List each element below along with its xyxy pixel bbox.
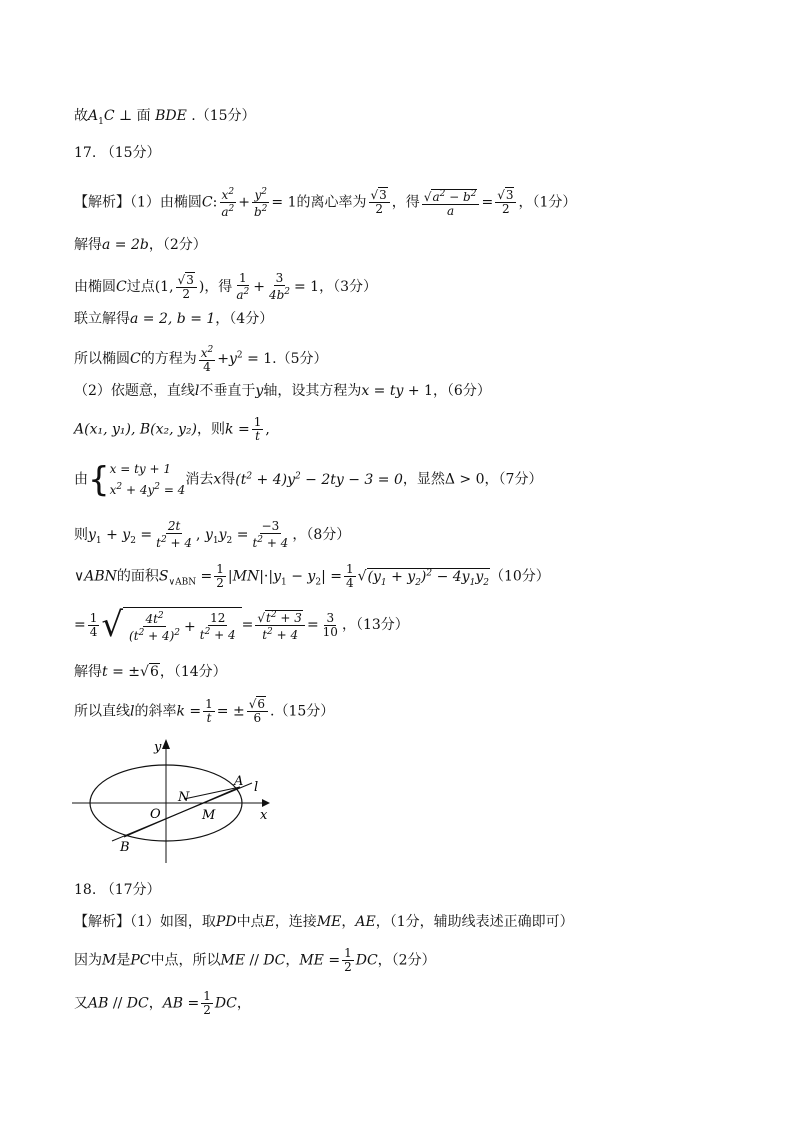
label-M: M: [202, 808, 216, 823]
label-B: B: [120, 840, 130, 855]
part2-line: （2）依题意，直线l不垂直于y轴，设其方程为x = ty + 1，（6分）: [74, 383, 491, 399]
question-17-header: 17. （15分）: [74, 145, 161, 161]
conclusion-line: 故$A_1C$ ⊥ 面 BDE .（15分）: [74, 108, 256, 127]
q18-part1-line: 【解析】（1）如图，取PD中点E，连接ME，AE，（1分，辅助线表述正确即可）: [74, 914, 574, 930]
ellipse-equation-line: 所以椭圆C的方程为 $\frac{x^2}{4}$ $+y^2 = 1.(5$分）: [74, 345, 328, 374]
solve-t-line: 解得t = ±√6，（14分）: [74, 664, 227, 680]
q18-midpoint-line: 因为M是PC中点，所以ME // DC，ME = $\frac{1}{2}$ DC，（2分）: [74, 946, 436, 974]
label-N: N: [178, 790, 190, 805]
q17-part1-line: 【解析】（1）由椭圆C: $\frac{x^2}{a^2}$ + $\frac{y^2}{b^2}$ = 1的离心率为 $\frac{√3}{2}$ ，得 $\frac{√a^2 - b^2}{a}$ = $\frac{√3}{2}$ ，（1分）: [74, 187, 577, 219]
solve-a-2b: 解得a = 2b，（2分）: [74, 237, 207, 253]
ellipse-figure: [66, 735, 286, 865]
point-on-ellipse-line: 由椭圆C过点(1, $\frac{√3}{2}$ )，得 $\frac{1}{a^2}$ + $\frac{3}{4b^2}$ = 1，（3分）: [74, 271, 378, 302]
label-x: x: [260, 808, 268, 823]
question-18-header: 18. （17分）: [74, 882, 161, 898]
segment-NA: [184, 787, 240, 799]
vieta-line: 则$y_1 + y_2$ = $\frac{2t}{t^2 + 4}$ , $y_1y_2$ = $\frac{-3}{t^2 + 4}$ ，（8分）: [74, 519, 351, 550]
x-axis-arrow: [262, 799, 270, 807]
q18-parallel-line: 又AB // DC，AB = $\frac{1}{2}$ DC，: [74, 989, 251, 1017]
label-A: A: [234, 774, 244, 789]
solve-ab-values: 联立解得a = 2, b = 1，（4分）: [74, 311, 274, 327]
label-O: O: [150, 807, 161, 822]
slope-line: 所以直线l的斜率k = $\frac{1}{t}$ = ± $\frac{√6}{6}$ .（15分）: [74, 697, 335, 725]
area-line: ∨ABN的面积$S_{\vee ABN}$ = $\frac{1}{2}$ $|MN|\cdot|y_1 - y_2|$ = $\frac{1}{4}$ $√(y_1 + y_2)^2 - 4y_1y_2(10$分）: [74, 562, 550, 591]
y-axis-arrow: [162, 739, 170, 749]
area-computation-line: = $\frac{1}{4}$ √ $\frac{4t^2}{(t^2 + 4)^2}$ + $\frac{12}{t^2 + 4}$ = $\frac{√t^2 + 3}{t^2 + 4}$ = $\frac{3}{10}$ ，（13分）: [74, 605, 409, 645]
label-y: y: [154, 740, 162, 755]
analysis-label: 【解析】: [74, 194, 130, 211]
label-l: l: [254, 780, 259, 795]
points-AB-line: A(x₁, y₁), B(x₂, y₂)，则k = $\frac{1}{t}$ ,: [74, 415, 270, 443]
system-line: 由 { x = ty + 1 $x^2 + 4y^2 = 4$ 消去x得$(t^2 + 4)y^2 - 2ty - 3 = 0$，显然Δ > 0，（7分）: [74, 459, 543, 500]
